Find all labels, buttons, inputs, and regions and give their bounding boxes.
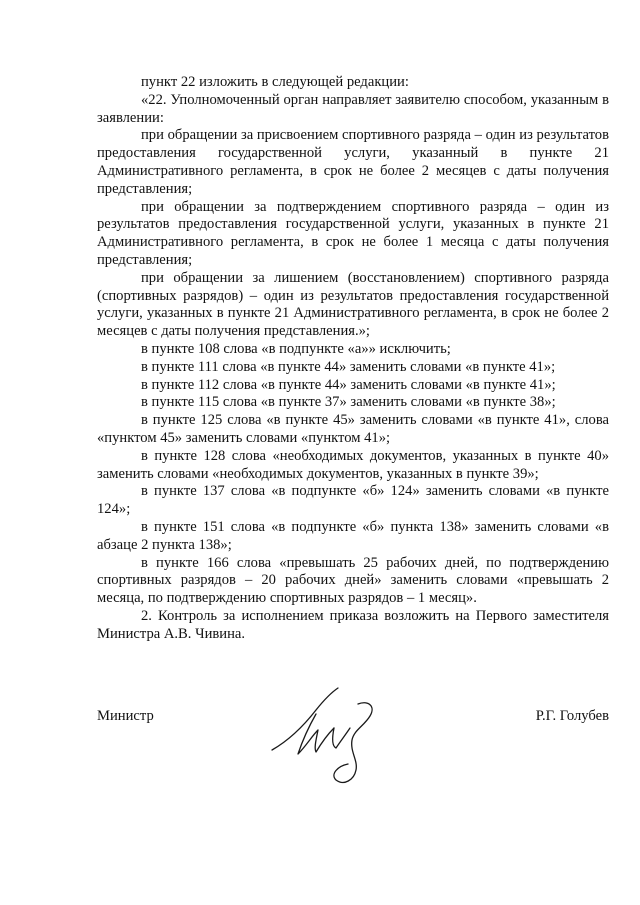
paragraph-item-128: в пункте 128 слова «необходимых документов, указанных в пункте 40» заменить словами «необходимых документов, указанных в пункте 39»; [97,447,609,482]
paragraph-item-115: в пункте 115 слова «в пункте 37» заменить словами «в пункте 38»; [141,394,556,411]
paragraph-item-108: в пункте 108 слова «в подпункте «а»» исключить; [141,340,451,357]
paragraph-confirmation: при обращении за подтверждением спортивного разряда – один из результатов предоставления государственной услуги, указанных в пункте 21 Административного регламента, в срок не более 1 месяца с даты получения представления; [97,198,609,268]
signatory-name: Р.Г. Голубев [535,708,609,724]
paragraph-item-166: в пункте 166 слова «превышать 25 рабочих дней, по подтверждению спортивных разрядов – 20 рабочих дней» заменить словами «превышать 2 месяца, по подтверждению спортивных разрядов – 1 месяц». [97,554,609,607]
paragraph-item-137: в пункте 137 слова «в подпункте «б» 124» заменить словами «в пункте 124»; [97,483,609,518]
paragraph-item-112: в пункте 112 слова «в пункте 44» заменить словами «в пункте 41»; [141,376,556,393]
paragraph-assignment: при обращении за присвоением спортивного разряда – один из результатов предоставления государственной услуги, указанный в пункте 21 Административного регламента, в срок не более 2 месяцев с даты получения представления; [97,127,609,197]
document-body [97,74,609,644]
paragraph-control: 2. Контроль за исполнением приказа возложить на Первого заместителя Министра А.В. Чивина. [97,607,609,642]
paragraph-item-125: в пункте 125 слова «в пункте 45» заменить словами «в пункте 41», слова «пунктом 45» заменить словами «пунктом 41»; [97,412,609,446]
handwritten-signature-icon [258,676,398,796]
paragraph-item-151: в пункте 151 слова «в подпункте «б» пункта 138» заменить словами «в абзаце 2 пункта 138»; [97,518,609,553]
signatory-title: Министр [97,708,154,724]
paragraph-item-111: в пункте 111 слова «в пункте 44» заменить словами «в пункте 41»; [141,358,556,375]
paragraph-clause-22: «22. Уполномоченный орган направляет заявителю способом, указанным в заявлении: [97,91,609,126]
paragraph-intro: пункт 22 изложить в следующей редакции: [141,74,409,90]
paragraph-deprivation: при обращении за лишением (восстановлением) спортивного разряда (спортивных разрядов) – один из результатов предоставления государственной услуги, указанных в пункте 21 Административного регламента, в срок не более 2 месяцев с даты получения представления.»; [97,269,609,340]
